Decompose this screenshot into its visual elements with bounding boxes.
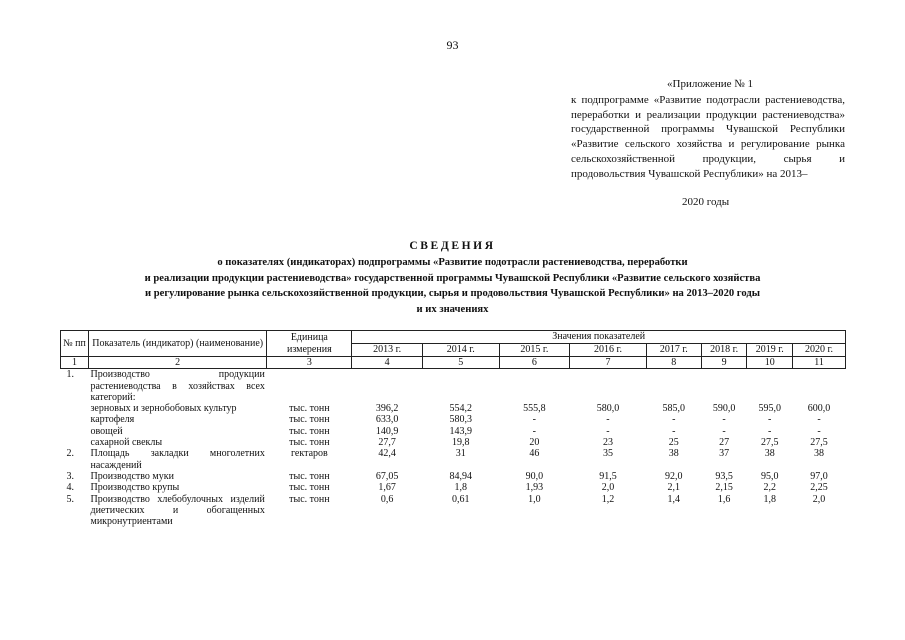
subtitle-line: и реализации продукции растениеводства» государственной программы Чувашской Республики «Развитие сельского хозяйства (144, 272, 761, 284)
indicator-name: Производство продукции растениеводства в хозяйствах всех категорий: (90, 369, 265, 403)
header-values: Значения показателей (352, 331, 846, 344)
indicator-name: Производство хлебобулочных изделий диетических и обогащенных микронутриентами (90, 493, 265, 528)
table-row (61, 437, 846, 448)
value-cell: 38 (814, 448, 825, 460)
value-cell: 1,0 (528, 493, 541, 505)
value-cell: 2,1 (667, 482, 681, 494)
indicator-name: Производство крупы (90, 482, 180, 494)
value-cell: 25 (668, 437, 679, 449)
document-subtitle (60, 255, 845, 317)
value-cell: 19,8 (451, 437, 470, 449)
row-number: 1. (66, 369, 74, 381)
indicator-name: Площадь закладки многолетних насаждений (90, 448, 265, 471)
value-cell: 2,15 (715, 482, 733, 494)
value-cell (570, 369, 647, 403)
unit-cell: тыс. тонн (289, 425, 330, 437)
appendix-tail: 2020 годы (682, 196, 730, 208)
value-cell: 140,9 (375, 425, 399, 437)
value-cell: - (768, 425, 772, 437)
unit-cell: тыс. тонн (289, 493, 330, 505)
unit-cell: тыс. тонн (289, 470, 330, 482)
value-cell: - (722, 414, 726, 426)
row-number: 2. (66, 448, 74, 460)
value-cell: 91,5 (599, 470, 617, 482)
value-cell: 90,0 (525, 470, 544, 482)
appendix-heading: «Приложение № 1 (667, 78, 754, 90)
value-cell: 27,5 (760, 437, 779, 449)
value-cell: - (606, 414, 610, 426)
column-number: 11 (793, 357, 846, 369)
header-year: 2018 г. (701, 344, 747, 357)
column-number: 10 (747, 357, 793, 369)
value-cell: 37 (719, 448, 730, 460)
value-cell: 38 (668, 448, 679, 460)
table-row (61, 403, 846, 414)
value-cell (499, 369, 570, 403)
value-cell: 633,0 (375, 414, 399, 426)
unit-cell: гектаров (290, 448, 328, 460)
indicator-name: картофеля (90, 414, 135, 426)
row-number (61, 426, 89, 437)
value-cell: 92,0 (665, 470, 683, 482)
header-year: 2017 г. (646, 344, 701, 357)
value-cell: 95,0 (760, 470, 779, 482)
unit-cell: тыс. тонн (289, 482, 330, 494)
value-cell: - (768, 414, 772, 426)
appendix-text: к подпрограмме «Развитие подотрасли растениеводства, переработки и реализации продукции растениеводства» государственной программы Чувашской Республики «Развитие сельского хозяйства и регулирование рынка сельскохозяйственной продукции, сырья и продовольствия Чувашской Республики» на 2013– (571, 94, 845, 180)
header-year: 2013 г. (352, 344, 423, 357)
table-row (61, 426, 846, 437)
table-row (61, 448, 846, 471)
value-cell (747, 369, 793, 403)
value-cell: 20 (529, 437, 540, 449)
row-number (61, 403, 89, 414)
value-cell: - (672, 425, 676, 437)
indicator-name: сахарной свеклы (90, 437, 163, 449)
value-cell: 600,0 (807, 403, 831, 415)
value-cell: 1,6 (717, 493, 731, 505)
value-cell: 27,5 (810, 437, 828, 449)
column-number: 4 (352, 357, 423, 369)
value-cell: 1,8 (763, 493, 776, 505)
value-cell: 35 (602, 448, 613, 460)
row-number (61, 414, 89, 425)
value-cell: 23 (602, 437, 613, 449)
value-cell: - (532, 425, 537, 437)
subtitle-line: и их значениях (416, 303, 489, 315)
column-number: 8 (646, 357, 701, 369)
value-cell: 97,0 (810, 470, 828, 482)
value-cell: 1,4 (667, 493, 681, 505)
value-cell: 396,2 (375, 403, 399, 415)
value-cell: - (672, 414, 676, 426)
header-year: 2014 г. (422, 344, 499, 357)
value-cell: 1,93 (525, 482, 544, 494)
indicators-table (60, 330, 846, 527)
value-cell: 580,0 (596, 403, 620, 415)
value-cell: 0,6 (380, 493, 394, 505)
header-indicator: Показатель (индикатор) (наименование) (88, 331, 266, 357)
value-cell: 585,0 (662, 403, 686, 415)
table-row (61, 471, 846, 482)
column-number: 5 (422, 357, 499, 369)
value-cell: 590,0 (712, 403, 736, 415)
value-cell: 1,8 (454, 482, 467, 494)
header-unit: Единица измерения (267, 331, 352, 357)
row-number: 5. (66, 493, 74, 505)
value-cell: 555,8 (523, 403, 546, 415)
row-number: 4. (66, 482, 74, 494)
page-number: 93 (446, 38, 459, 52)
value-cell: 1,67 (378, 482, 396, 494)
column-number: 2 (88, 357, 266, 369)
value-cell: 1,2 (601, 493, 615, 505)
column-number: 3 (267, 357, 352, 369)
row-number (61, 437, 89, 448)
value-cell: - (722, 425, 726, 437)
unit-cell: тыс. тонн (289, 403, 330, 415)
value-cell: 143,9 (449, 425, 472, 437)
value-cell: 31 (455, 448, 466, 460)
subtitle-line: и регулирование рынка сельскохозяйственной продукции, сырья и продовольствия Чувашской Республики» на 2013–2020 годы (145, 288, 760, 299)
value-cell: 27 (719, 437, 730, 449)
value-cell: 42,4 (378, 448, 396, 460)
value-cell: 2,25 (810, 482, 828, 494)
row-number: 3. (66, 470, 74, 482)
value-cell (793, 369, 846, 403)
indicator-name: зерновых и зернобобовых культур (90, 403, 237, 415)
value-cell: 580,3 (449, 414, 472, 426)
column-number: 6 (499, 357, 570, 369)
document-title: СВЕДЕНИЯ (409, 240, 496, 252)
value-cell: 0,61 (451, 493, 470, 505)
value-cell (352, 369, 423, 403)
table-row (61, 414, 846, 425)
table-row (61, 482, 846, 493)
header-year: 2019 г. (747, 344, 793, 357)
value-cell: 595,0 (758, 403, 781, 415)
header-year: 2016 г. (570, 344, 647, 357)
value-cell: - (606, 425, 610, 437)
value-cell (646, 369, 701, 403)
value-cell: 84,94 (449, 470, 472, 482)
value-cell: - (817, 425, 821, 437)
column-number: 1 (61, 357, 89, 369)
value-cell: 46 (529, 448, 540, 460)
value-cell: - (817, 414, 821, 426)
header-number: № пп (61, 331, 89, 357)
column-number: 7 (570, 357, 647, 369)
table-row (61, 369, 846, 403)
column-number: 9 (701, 357, 747, 369)
header-year: 2015 г. (499, 344, 570, 357)
value-cell: 93,5 (715, 470, 733, 482)
value-cell: 38 (764, 448, 775, 460)
unit-cell: тыс. тонн (289, 437, 330, 449)
header-year: 2020 г. (793, 344, 846, 357)
value-cell: - (532, 414, 537, 426)
value-cell: 27,7 (378, 437, 396, 449)
value-cell (422, 369, 499, 403)
value-cell: 2,0 (812, 493, 826, 505)
unit-cell: тыс. тонн (289, 414, 330, 426)
value-cell (701, 369, 747, 403)
value-cell: 2,0 (601, 482, 615, 494)
value-cell: 67,05 (375, 470, 399, 482)
subtitle-line: о показателях (индикаторах) подпрограммы «Развитие подотрасли растениеводства, переработки (217, 257, 688, 268)
value-cell: 554,2 (449, 403, 472, 415)
table-row (61, 494, 846, 528)
indicator-name: Производство муки (90, 470, 174, 482)
indicator-name: овощей (90, 425, 123, 437)
unit-cell (267, 369, 352, 403)
value-cell: 2,2 (763, 482, 776, 494)
